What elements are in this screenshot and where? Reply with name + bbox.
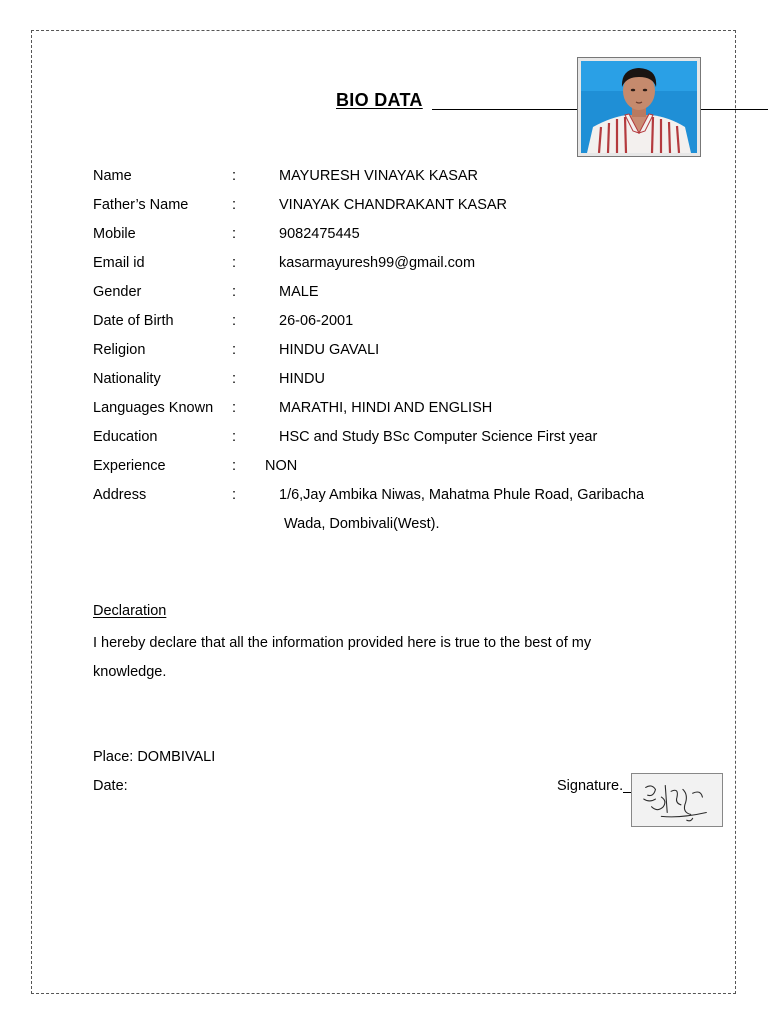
- field-value-nationality: HINDU: [279, 371, 325, 387]
- person-photo-icon: [581, 61, 697, 153]
- field-label-email: Email id: [93, 255, 145, 271]
- field-value-date-of-birth: 26-06-2001: [279, 313, 354, 329]
- declaration-heading: Declaration: [93, 603, 167, 619]
- field-value-experience: NON: [265, 458, 298, 474]
- signature-box: [631, 773, 723, 827]
- field-colon: :: [232, 226, 237, 242]
- field-value-gender: MALE: [279, 284, 319, 300]
- field-colon: :: [232, 487, 237, 503]
- field-value-email: kasarmayuresh99@gmail.com: [279, 255, 476, 271]
- field-colon: :: [232, 400, 237, 416]
- field-value-religion: HINDU GAVALI: [279, 342, 380, 358]
- handwritten-signature-icon: [632, 774, 722, 826]
- field-label-fathers-name: Father’s Name: [93, 197, 189, 213]
- field-label-experience: Experience: [93, 458, 166, 474]
- field-colon: :: [232, 429, 237, 445]
- field-value-name: MAYURESH VINAYAK KASAR: [279, 168, 479, 184]
- page-title: BIO DATA: [336, 90, 423, 110]
- field-label-nationality: Nationality: [93, 371, 161, 387]
- title-rule-right: [701, 109, 768, 110]
- field-colon: :: [232, 313, 237, 329]
- field-label-mobile: Mobile: [93, 226, 136, 242]
- field-value-fathers-name: VINAYAK CHANDRAKANT KASAR: [279, 197, 508, 213]
- date-line: Date:: [93, 778, 128, 794]
- field-colon: :: [232, 458, 237, 474]
- field-value-address-line2: Wada, Dombivali(West).: [284, 516, 440, 532]
- field-colon: :: [232, 197, 237, 213]
- field-colon: :: [232, 168, 237, 184]
- field-label-address: Address: [93, 487, 147, 503]
- field-value-languages: MARATHI, HINDI AND ENGLISH: [279, 400, 493, 416]
- field-label-date-of-birth: Date of Birth: [93, 313, 174, 329]
- field-label-gender: Gender: [93, 284, 142, 300]
- field-colon: :: [232, 284, 237, 300]
- field-value-education: HSC and Study BSc Computer Science First year: [279, 429, 598, 445]
- title-rule: [432, 109, 578, 110]
- field-colon: :: [232, 255, 237, 271]
- field-colon: :: [232, 371, 237, 387]
- field-label-name: Name: [93, 168, 132, 184]
- field-label-religion: Religion: [93, 342, 146, 358]
- signature-label: Signature.: [557, 778, 624, 794]
- place-line: Place: DOMBIVALI: [93, 749, 216, 765]
- field-label-languages: Languages Known: [93, 400, 214, 416]
- field-value-address: 1/6,Jay Ambika Niwas, Mahatma Phule Road, Garibacha: [279, 487, 645, 503]
- declaration-text: I hereby declare that all the information provided here is true to the best of my knowledge.: [93, 635, 592, 680]
- field-label-education: Education: [93, 429, 158, 445]
- profile-photo: [577, 57, 701, 157]
- field-colon: :: [232, 342, 237, 358]
- field-value-mobile: 9082475445: [279, 226, 360, 242]
